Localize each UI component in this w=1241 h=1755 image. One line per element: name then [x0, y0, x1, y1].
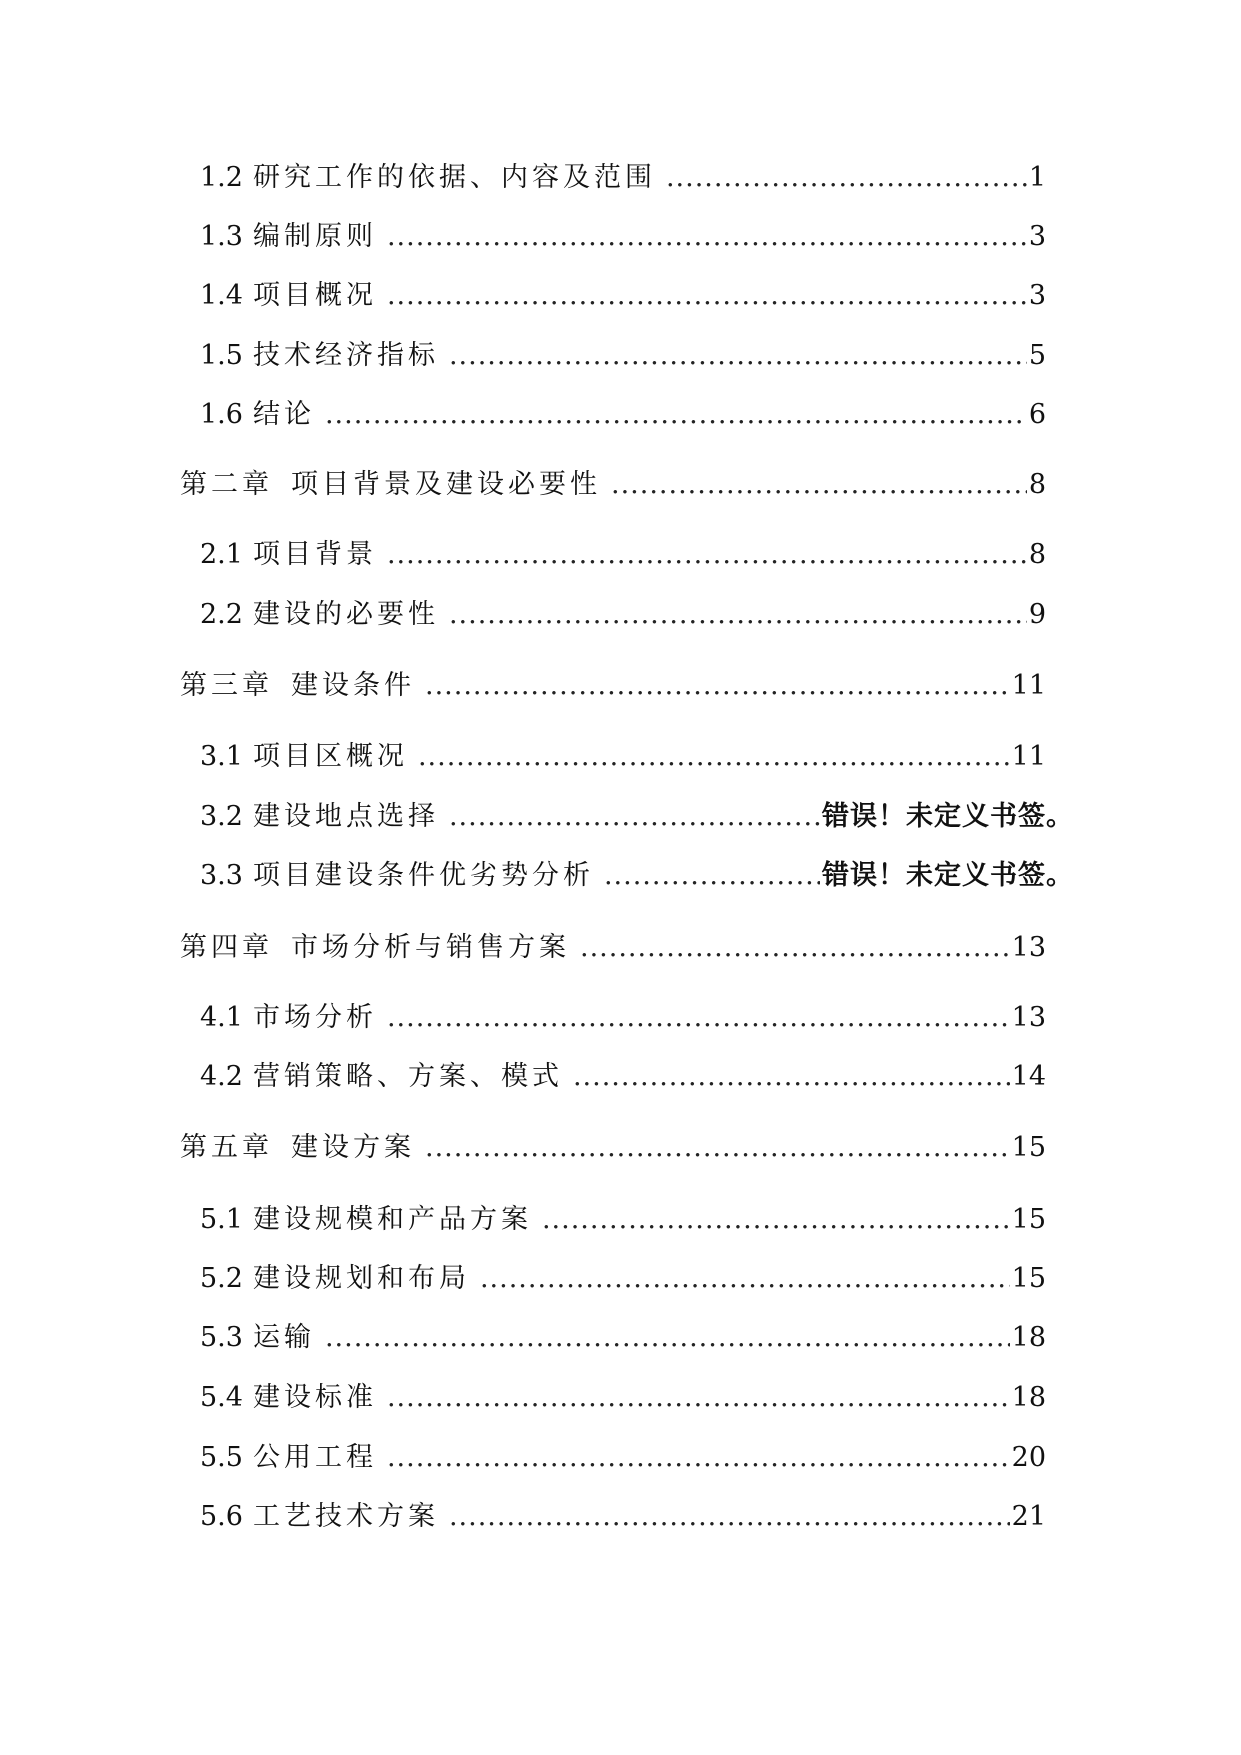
toc-entry-page: 3	[1028, 280, 1046, 311]
toc-entry-1-3[interactable]	[200, 219, 1046, 255]
toc-entry-page: 8	[1028, 539, 1046, 570]
toc-entry-page: 11	[1011, 741, 1046, 772]
toc-chapter-number: 第四章	[180, 932, 273, 963]
toc-dot-leader	[325, 397, 1027, 433]
toc-entry-title: 建设规模和产品方案	[252, 1204, 532, 1235]
toc-entry-page: 13	[1011, 932, 1046, 963]
toc-entry-4-1[interactable]	[200, 1000, 1046, 1036]
toc-entry-number: 2.1	[200, 539, 243, 570]
toc-dot-leader	[449, 338, 1027, 374]
toc-dot-leader	[449, 1499, 1010, 1535]
toc-entry-5-1[interactable]	[200, 1202, 1046, 1238]
toc-dot-leader	[387, 1440, 1010, 1476]
toc-dot-leader	[387, 278, 1027, 314]
toc-chapter-number: 第三章	[180, 670, 273, 701]
toc-entry-2-1[interactable]	[200, 537, 1046, 573]
toc-entry-title: 项目建设条件优劣势分析	[252, 860, 594, 891]
toc-entry-title: 建设规划和布局	[252, 1263, 470, 1294]
toc-dot-leader	[542, 1202, 1010, 1238]
toc-entry-title: 建设标准	[252, 1382, 377, 1413]
toc-dot-leader	[666, 160, 1027, 196]
toc-entry-5-2[interactable]	[200, 1261, 1046, 1297]
toc-entry-page: 18	[1011, 1322, 1046, 1353]
toc-entry-chapter-4[interactable]	[180, 930, 1046, 966]
toc-dot-leader	[325, 1320, 1010, 1356]
toc-entry-number: 5.2	[200, 1263, 243, 1294]
toc-entry-number: 3.3	[200, 860, 243, 891]
toc-entry-number: 4.1	[200, 1002, 243, 1033]
toc-entry-number: 1.6	[200, 399, 243, 430]
toc-dot-leader	[387, 1380, 1010, 1416]
toc-entry-page: 15	[1011, 1132, 1046, 1163]
toc-entry-title: 建设方案	[291, 1132, 415, 1163]
toc-entry-title: 项目背景及建设必要性	[291, 469, 601, 500]
toc-entry-5-6[interactable]	[200, 1499, 1046, 1535]
toc-entry-page: 15	[1011, 1263, 1046, 1294]
toc-entry-chapter-5[interactable]	[180, 1130, 1046, 1166]
toc-dot-leader	[611, 467, 1027, 503]
toc-entry-title: 市场分析与销售方案	[291, 932, 570, 963]
toc-entry-title: 编制原则	[252, 221, 377, 252]
toc-entry-page: 15	[1011, 1204, 1046, 1235]
toc-entry-title: 技术经济指标	[252, 340, 439, 371]
toc-dot-leader	[449, 799, 820, 835]
toc-dot-leader	[480, 1261, 1010, 1297]
toc-entry-number: 5.4	[200, 1382, 243, 1413]
toc-chapter-number: 第五章	[180, 1132, 273, 1163]
toc-entry-number: 2.2	[200, 599, 243, 630]
toc-entry-number: 1.4	[200, 280, 243, 311]
toc-entry-number: 1.2	[200, 162, 243, 193]
toc-dot-leader	[387, 1000, 1010, 1036]
toc-entry-title: 运输	[252, 1322, 315, 1353]
toc-entry-page: 13	[1011, 1002, 1046, 1033]
toc-chapter-number: 第二章	[180, 469, 273, 500]
toc-entry-title: 结论	[252, 399, 315, 430]
toc-entry-page: 18	[1011, 1382, 1046, 1413]
toc-dot-leader	[580, 930, 1010, 966]
toc-entry-number: 5.6	[200, 1501, 243, 1532]
toc-entry-title: 工艺技术方案	[252, 1501, 439, 1532]
toc-entry-title: 研究工作的依据、内容及范围	[252, 162, 656, 193]
toc-entry-number: 4.2	[200, 1061, 243, 1092]
toc-entry-title: 项目区概况	[252, 741, 408, 772]
toc-entry-1-5[interactable]	[200, 338, 1046, 374]
toc-entry-5-4[interactable]	[200, 1380, 1046, 1416]
toc-entry-3-3[interactable]	[200, 858, 1074, 894]
toc-entry-title: 建设的必要性	[252, 599, 439, 630]
toc-entry-title: 建设地点选择	[252, 801, 439, 832]
toc-entry-title: 市场分析	[252, 1002, 377, 1033]
toc-entry-title: 建设条件	[291, 670, 415, 701]
toc-entry-number: 5.5	[200, 1442, 243, 1473]
toc-entry-1-6[interactable]	[200, 397, 1046, 433]
toc-entry-page: 6	[1028, 399, 1046, 430]
toc-dot-leader	[425, 1130, 1010, 1166]
toc-dot-leader	[387, 537, 1027, 573]
toc-entry-2-2[interactable]	[200, 597, 1046, 633]
toc-entry-title: 营销策略、方案、模式	[252, 1061, 563, 1092]
toc-entry-number: 1.3	[200, 221, 243, 252]
toc-bookmark-error: 错误！未定义书签。	[822, 860, 1074, 891]
toc-entry-page: 21	[1011, 1501, 1046, 1532]
toc-dot-leader	[573, 1059, 1010, 1095]
toc-dot-leader	[387, 219, 1027, 255]
toc-entry-page: 14	[1011, 1061, 1046, 1092]
toc-entry-title: 项目背景	[252, 539, 377, 570]
toc-entry-title: 项目概况	[252, 280, 377, 311]
toc-entry-page: 11	[1011, 670, 1046, 701]
toc-entry-1-4[interactable]	[200, 278, 1046, 314]
toc-entry-page: 9	[1028, 599, 1046, 630]
toc-entry-number: 1.5	[200, 340, 243, 371]
toc-entry-5-3[interactable]	[200, 1320, 1046, 1356]
toc-entry-number: 3.1	[200, 741, 243, 772]
toc-dot-leader	[449, 597, 1027, 633]
toc-dot-leader	[604, 858, 820, 894]
toc-entry-number: 5.3	[200, 1322, 243, 1353]
toc-entry-4-2[interactable]	[200, 1059, 1046, 1095]
toc-entry-3-1[interactable]	[200, 739, 1046, 775]
toc-entry-page: 1	[1028, 162, 1046, 193]
toc-entry-page: 20	[1011, 1442, 1046, 1473]
toc-entry-chapter-3[interactable]	[180, 668, 1046, 704]
toc-entry-page: 3	[1028, 221, 1046, 252]
toc-dot-leader	[425, 668, 1010, 704]
toc-entry-3-2[interactable]	[200, 799, 1074, 835]
toc-entry-5-5[interactable]	[200, 1440, 1046, 1476]
toc-dot-leader	[418, 739, 1010, 775]
toc-entry-chapter-2[interactable]	[180, 467, 1046, 503]
toc-entry-1-2[interactable]	[200, 160, 1046, 196]
toc-entry-number: 5.1	[200, 1204, 243, 1235]
toc-entry-title: 公用工程	[252, 1442, 377, 1473]
toc-entry-page: 5	[1028, 340, 1046, 371]
toc-bookmark-error: 错误！未定义书签。	[822, 801, 1074, 832]
toc-entry-page: 8	[1028, 469, 1046, 500]
toc-entry-number: 3.2	[200, 801, 243, 832]
